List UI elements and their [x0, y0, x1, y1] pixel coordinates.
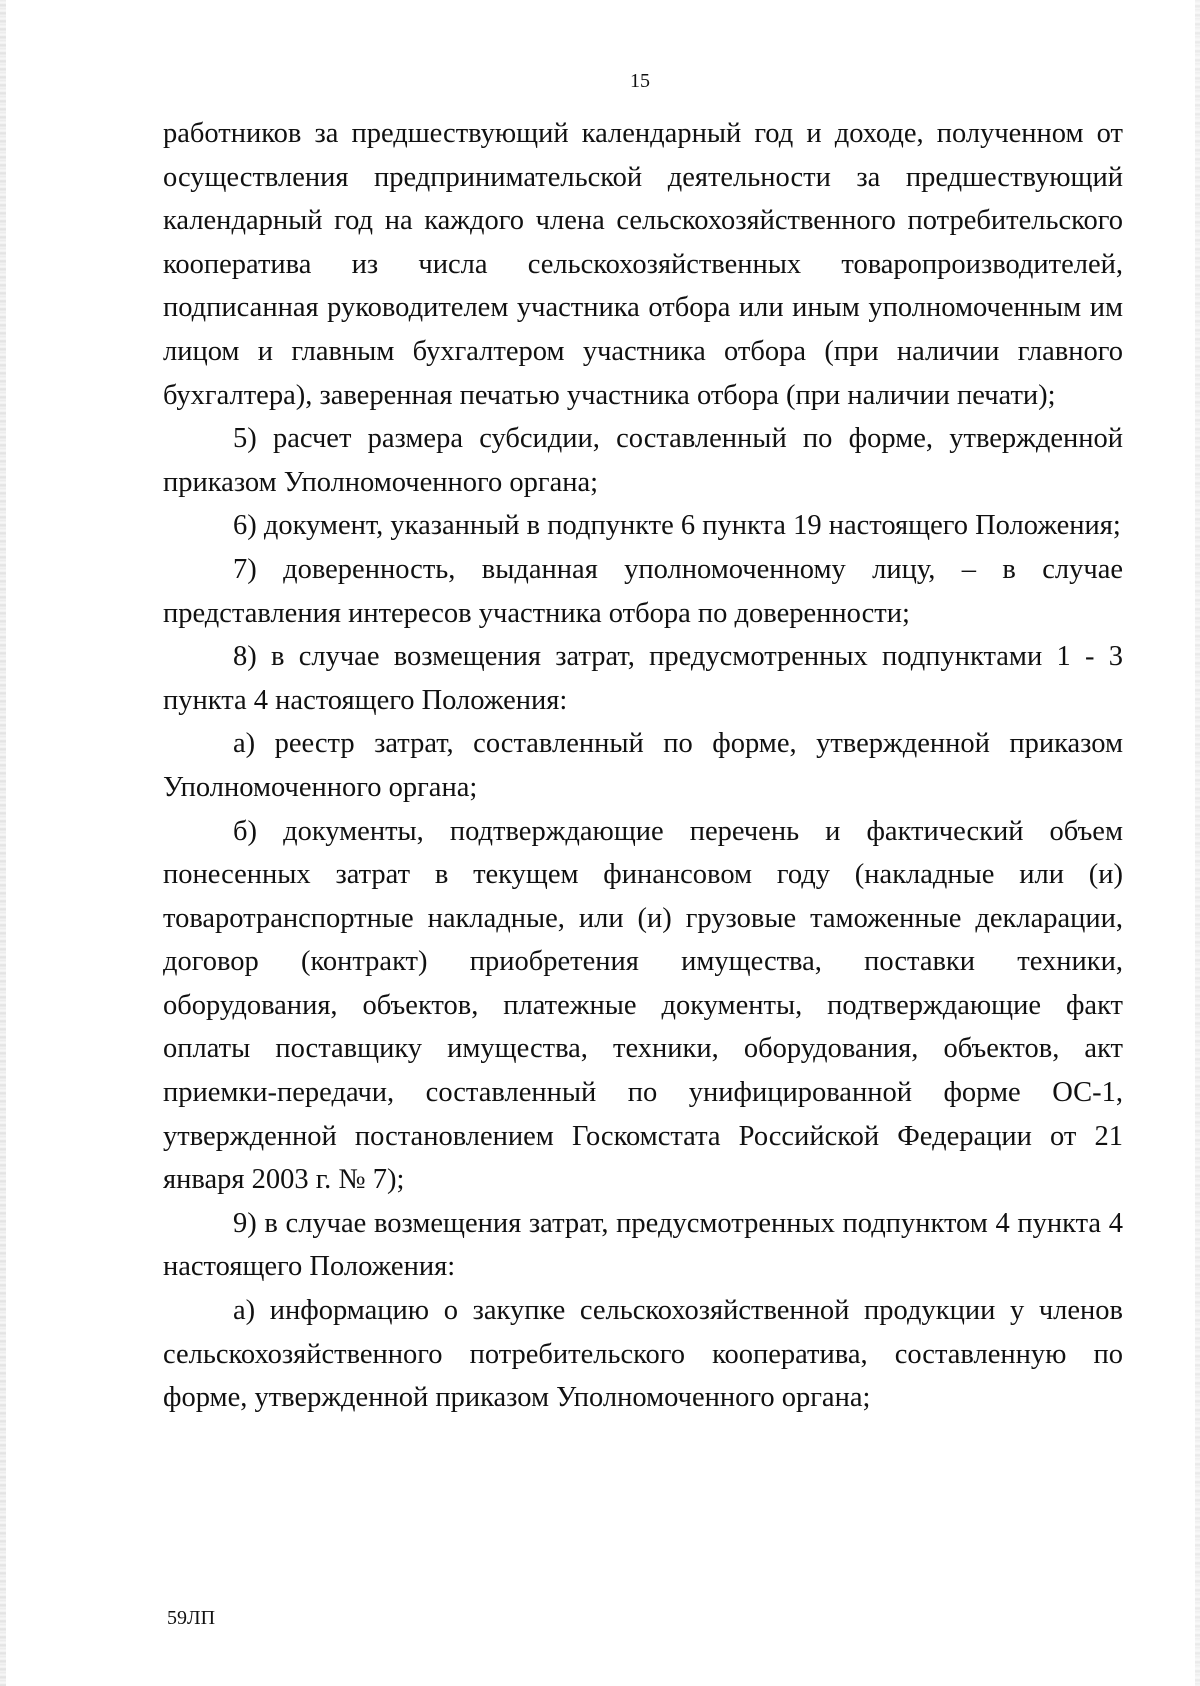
page-number: 15 — [630, 70, 650, 92]
paragraph-continuation: работников за предшествующий календарный год и доходе, полученном от осуществления предпринимательской деятельности за предшествующий календарный год на каждого члена сельскохозяйственного потребительского кооператива из числа сельскохозяйственных товаропроизводителей, подписанная руководителем участника отбора или иным уполномоченным им лицом и главным бухгалтером участника отбора (при наличии главного бухгалтера), заверенная печатью участника отбора (при наличии печати); — [163, 118, 1123, 411]
paragraph-item-8b: б) документы, подтверждающие перечень и фактический объем понесенных затрат в текущем финансовом году (накладные или (и) товаротранспортные накладные, или (и) грузовые таможенные декларации, договор (контракт) приобретения имущества, поставки техники, оборудования, объектов, платежные документы, подтверждающие факт оплаты поставщику имущества, техники, оборудования, объектов, акт приемки-передачи, составленный по унифицированной форме ОС-1, утвержденной постановлением Госкомстата Российской Федерации от 21 января 2003 г. № 7); — [163, 815, 1123, 1196]
scan-edge-right — [1195, 0, 1200, 1686]
paragraph-item-8: 8) в случае возмещения затрат, предусмотренных подпунктами 1 - 3 пункта 4 настоящего Положения: — [163, 641, 1123, 716]
paragraph-item-5: 5) расчет размера субсидии, составленный по форме, утвержденной приказом Уполномоченного органа; — [163, 423, 1123, 498]
paragraph-item-9: 9) в случае возмещения затрат, предусмотренных подпунктом 4 пункта 4 настоящего Положения: — [163, 1207, 1123, 1283]
document-code: 59ЛП — [167, 1607, 216, 1629]
scan-edge-left — [0, 0, 6, 1686]
paragraph-item-8a: а) реестр затрат, составленный по форме, утвержденной приказом Уполномоченного органа; — [163, 728, 1123, 803]
paragraph-item-9a: а) информацию о закупке сельскохозяйственной продукции у членов сельскохозяйственного потребительского кооператива, составленную по форме, утвержденной приказом Уполномоченного органа; — [163, 1295, 1123, 1414]
paragraph-item-6: 6) документ, указанный в подпункте 6 пункта 19 настоящего Положения; — [233, 510, 1121, 542]
document-body — [163, 112, 1123, 1420]
paragraph-item-7: 7) доверенность, выданная уполномоченному лицу, – в случае представления интересов участника отбора по доверенности; — [163, 553, 1123, 629]
